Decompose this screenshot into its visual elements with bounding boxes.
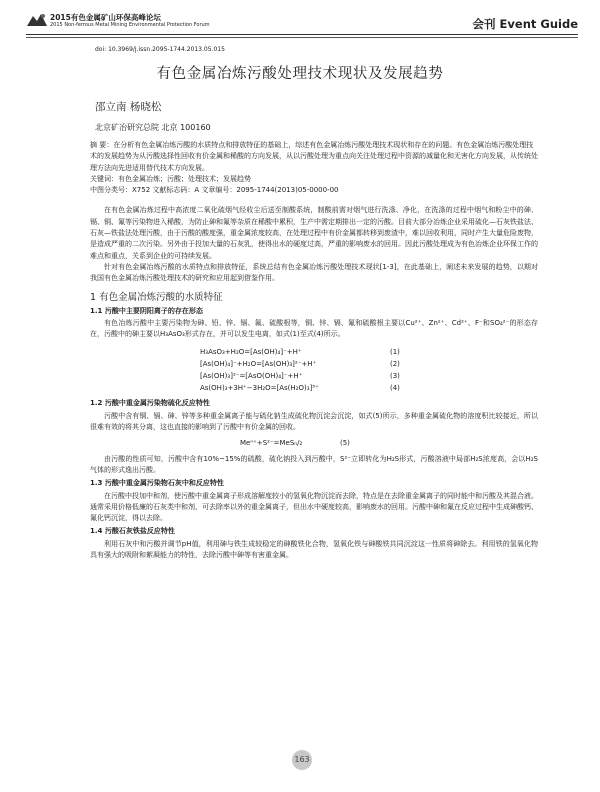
equation-formula: H₃AsO₃+H₂O=[As(OH)₄]⁻+H⁺ (200, 348, 302, 357)
affiliation: 北京矿冶研究总院 北京 100160 (95, 123, 211, 132)
equation (200, 346, 538, 358)
subsection-heading: 1.2 污酸中重金属污染物硫化反应特性 (90, 399, 210, 408)
intro-paragraph: 针对有色金属冶炼污酸的水质特点和排放特征，系统总结有色金属冶炼污酸处理技术现状[1-3]，在此基础上，阐述未来发展的趋势，以期对我国有色金属冶炼污酸处理技术的研究和应用起到借鉴作用。 (90, 262, 538, 283)
equation-formula: [As(OH)₄]⁻+H₂O=[As(OH)₃]²⁻+H⁺ (200, 360, 317, 369)
section-heading: 1 有色金属冶炼污酸的水质特征 (90, 291, 223, 303)
keywords: 关键词：有色金属冶炼；污酸；处理技术；发展趋势 (90, 174, 251, 183)
equation-label: (4) (390, 384, 400, 393)
paragraph: 污酸中含有铜、镉、砷、锌等多种重金属离子能与硫化钠生成硫化物沉淀会沉淀，如式(5)所示，多种重金属硫化物的溶度积比较接近，所以很难有效的将其分离，这也直接的影响到了污酸中有价金属的回收。 (90, 411, 538, 432)
equation-label: (1) (390, 348, 400, 357)
paper-title: 有色金属冶炼污酸处理技术现状及发展趋势 (156, 66, 444, 82)
paragraph: 利用石灰中和污酸并调节pH值，利用砷与铁生成较稳定的砷酸铁化合物，氢氧化铁与砷酸铁共同沉淀这一性质将砷除去。利用铁的氢氧化物具有强大的吸附和絮凝能力的特性，去除污酸中砷等有害重金属。 (90, 539, 538, 560)
equation-label: (5) (340, 439, 350, 448)
equation-formula: [As(OH)₃]²⁻=[AsO(OH)₄]⁻+H⁺ (200, 372, 303, 381)
paragraph: 在污酸中投加中和剂，使污酸中重金属离子形成溶解度较小的氢氧化物沉淀而去除，特点是在去除重金属离子的同时能中和污酸及其混合液。通常采用价格低廉的石灰类中和剂，可去除率以外的重金属离子，但出水中硬度较高，影响废水的回用。污酸中砷和氟在反应过程中生成砷酸钙、氟化钙沉淀，得以去除。 (90, 491, 538, 523)
subsection-heading: 1.4 污酸石灰铁盐反应特性 (90, 527, 175, 536)
subsection-heading: 1.1 污酸中主要阴阳离子的存在形态 (90, 306, 203, 315)
equation (200, 382, 538, 394)
page-header (26, 12, 578, 38)
header-rule-thin (26, 37, 578, 38)
page-number: 163 (292, 750, 312, 770)
journal-label: 会刊 Event Guide (472, 17, 578, 31)
equation-label: (3) (390, 372, 400, 381)
article-content (90, 140, 538, 561)
authors: 邵立南 杨晓松 (95, 101, 162, 113)
classification: 中图分类号：X752 文献标志码：A 文章编号：2095-1744(2013)05-0000-00 (90, 186, 339, 195)
conference-name: 2015有色金属矿山环保高峰论坛 (50, 13, 161, 22)
conference-logo-icon (26, 12, 48, 28)
intro-paragraph: 在有色金属冶炼过程中高浓度二氧化硫烟气经收尘后送至制酸系统，制酸前需对烟气进行洗涤、净化，在洗涤的过程中烟气和粉尘中的砷、镉、铜、氟等污染物进入稀酸，为防止砷和氟等杂质在稀酸中累积，生产中需定期排出一定的污酸。目前大部分冶炼企业采用硫化—石灰铁盐法、石灰—铁盐法处理污酸，由于污酸的酸度强，重金属浓度较高，在处理过程中有价金属都转移到废渣中，难以回收利用，同时产生大量危险废物，是造成严重的二次污染。另外由于投加大量的石灰乳，使得出水的硬度过高，严重的影响废水的回用。因此污酸处理成为有色冶炼企业环保工作的难点和重点，关系到企业的可持续发展。 (90, 206, 538, 260)
equation-formula: Meⁿ⁺+S²⁻=MeSₙ/₂ (240, 439, 303, 448)
equation (200, 370, 538, 382)
article-body (90, 205, 538, 561)
header-rule (26, 34, 578, 35)
abstract: 摘 要：在分析有色金属冶炼污酸的水质特点和排放特征的基础上，综述有色金属冶炼污酸处理技术现状和存在的问题。有色金属冶炼污酸处理技术的发展趋势为从污酸选择性回收有价金属和稀酸的方向发展，从以污酸处理为重点向关注处理过程中资源的减量化和无害化方向发展，从传统处理方法向先进适用替代技术方向发展。 (90, 141, 538, 172)
equation-label: (2) (390, 360, 400, 369)
paragraph: 有色冶炼污酸中主要污染物为砷、铅、锌、镉、氟、硫酸根等，铜、锌、镉、氟和硫酸根主要以Cu²⁺、Zn²⁺、Cd²⁺、F⁻和SO₄²⁻的形态存在，污酸中的砷主要以H₃AsO₃形式存在，并可以发生电离，如式(1)至式(4)所示。 (90, 318, 538, 339)
equation-formula: As(OH)₃+3H⁺−3H₂O=[As(H₂O)₃]³⁺ (200, 384, 319, 393)
paragraph: 由污酸的性质可知，污酸中含有10%~15%的硫酸，硫化钠投入到污酸中，S²⁻立即转化为H₂S形式，污酸溶液中局部H₂S浓度高，会以H₂S气体的形式逸出污酸。 (90, 454, 538, 474)
subsection-heading: 1.3 污酸中重金属污染物石灰中和反应特性 (90, 479, 224, 488)
doi: doi: 10.3969/j.issn.2095-1744.2013.05.015 (95, 46, 225, 53)
equation-block (200, 346, 538, 394)
conference-subtitle: 2015 Non-ferrous Metal Mining Environmental Protection Forum (50, 22, 210, 28)
equation (200, 358, 538, 370)
equation (240, 438, 538, 449)
